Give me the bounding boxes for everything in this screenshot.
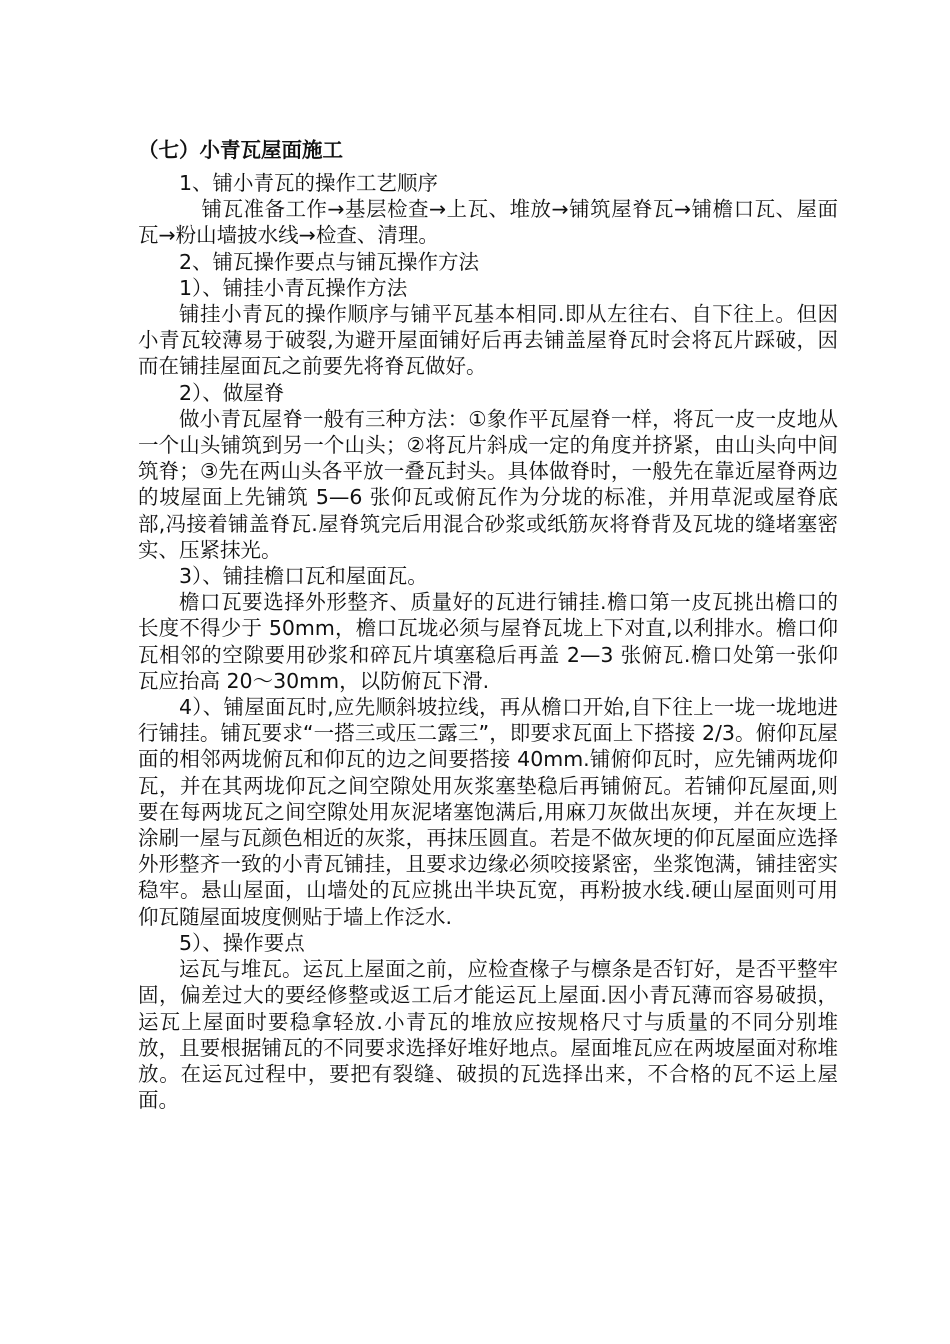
paragraph: 4）、铺屋面瓦时,应先顺斜坡拉线，再从檐口开始,自下往上一垅一垅地进行铺挂。铺瓦要求“一搭三或压二露三”，即要求瓦面上下搭接 2/3。俯仰瓦屋面的相邻两垅俯瓦和仰瓦的边之间要搭接 40mm.铺俯仰瓦时，应先铺两垅仰瓦，并在其两垅仰瓦之间空隙处用灰浆塞垫稳后再铺俯瓦。若铺仰瓦屋面,则要在每两垅瓦之间空隙处用灰泥堵塞饱满后,用麻刀灰做出灰埂，并在灰埂上涂刷一屋与瓦颜色相近的灰浆，再抹压圆直。若是不做灰埂的仰瓦屋面应选择外形整齐一致的小青瓦铺挂，且要求边缘必须咬接紧密，坐浆饱满，铺挂密实稳牢。悬山屋面，山墙处的瓦应挑出半块瓦宽，再粉披水线.硬山屋面则可用仰瓦随屋面坡度侧贴于墙上作泛水. [138,695,838,929]
section-title: （七）小青瓦屋面施工 [138,138,343,162]
paragraph: 5）、操作要点 [179,930,305,955]
paragraph: 2、铺瓦操作要点与铺瓦操作方法 [179,249,480,274]
paragraph: 做小青瓦屋脊一般有三种方法：①象作平瓦屋脊一样，将瓦一皮一皮地从一个山头铺筑到另一个山头；②将瓦片斜成一定的角度并挤紧，由山头向中间筑脊；③先在两山头各平放一叠瓦封头。具体做脊时，一般先在靠近屋脊两边的坡屋面上先铺筑 5—6 张仰瓦或俯瓦作为分垅的标准，并用草泥或屋脊底部,冯接着铺盖脊瓦.屋脊筑完后用混合砂浆或纸筋灰将脊背及瓦垅的缝堵塞密实、压紧抹光。 [138,406,838,562]
document-body [138,136,838,1113]
paragraph: 铺挂小青瓦的操作顺序与铺平瓦基本相同.即从左往右、自下往上。但因小青瓦较薄易于破裂,为避开屋面铺好后再去铺盖屋脊瓦时会将瓦片踩破，因而在铺挂屋面瓦之前要先将脊瓦做好。 [138,302,838,379]
paragraph: 运瓦与堆瓦。运瓦上屋面之前，应检查椽子与檩条是否钉好，是否平整牢固，偏差过大的要经修整或返工后才能运瓦上屋面.因小青瓦薄而容易破损，运瓦上屋面时要稳拿轻放.小青瓦的堆放应按规格尺寸与质量的不同分别堆放，且要根据铺瓦的不同要求选择好堆好地点。屋面堆瓦应在两坡屋面对称堆放。在运瓦过程中，要把有裂缝、破损的瓦选择出来，不合格的瓦不运上屋面。 [138,957,838,1113]
paragraph: 檐口瓦要选择外形整齐、质量好的瓦进行铺挂.檐口第一皮瓦挑出檐口的长度不得少于 50mm，檐口瓦垅必须与屋脊瓦垅上下对直,以利排水。檐口仰瓦相邻的空隙要用砂浆和碎瓦片填塞稳后再盖 2—3 张俯瓦.檐口处第一张仰瓦应抬高 20～30mm，以防俯瓦下滑. [138,590,838,693]
paragraph: 1、铺小青瓦的操作工艺顺序 [179,171,439,195]
paragraph: 2）、做屋脊 [179,380,285,405]
paragraph: 1）、铺挂小青瓦操作方法 [179,275,408,300]
paragraph: 铺瓦准备工作→基层检查→上瓦、堆放→铺筑屋脊瓦→铺檐口瓦、屋面瓦→粉山墙披水线→检查、清理。 [138,197,838,248]
paragraph: 3）、铺挂檐口瓦和屋面瓦。 [179,564,428,589]
